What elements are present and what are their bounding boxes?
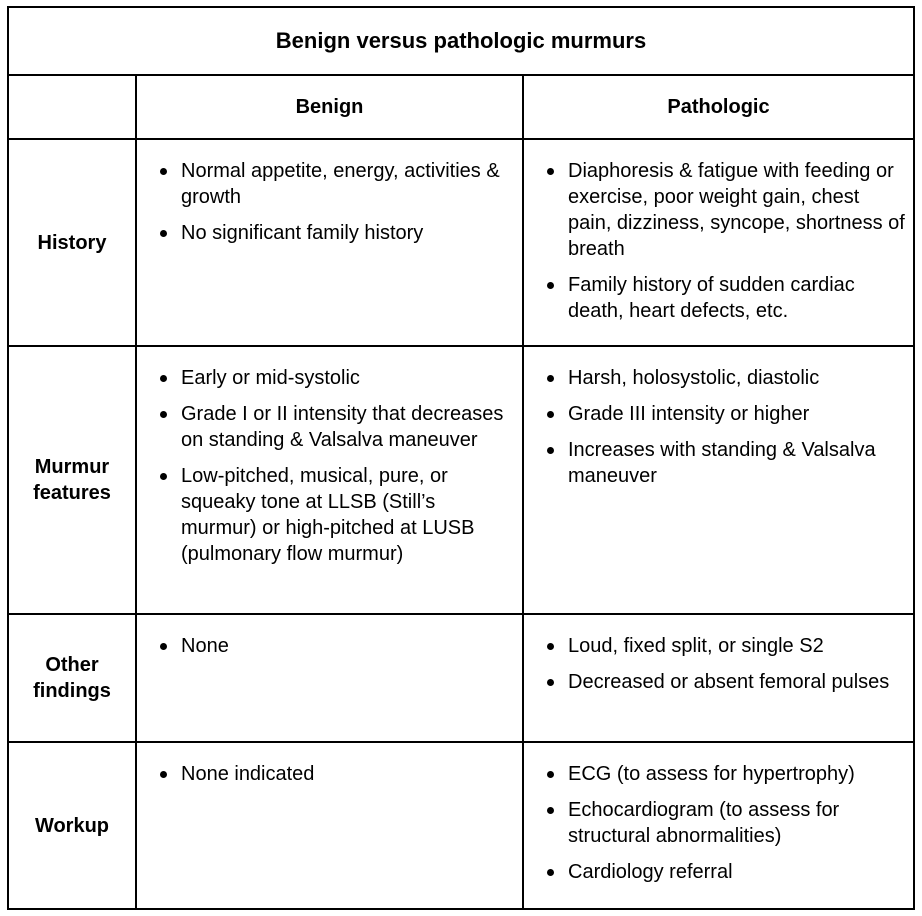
table-title: Benign versus pathologic murmurs xyxy=(9,8,913,75)
header-benign: Benign xyxy=(136,75,523,139)
list-item: Family history of sudden cardiac death, heart defects, etc. xyxy=(544,272,905,324)
list-item: Loud, fixed split, or single S2 xyxy=(544,633,905,659)
workup-benign-cell xyxy=(136,742,523,908)
table-row-murmur-features xyxy=(9,346,913,614)
table-header-row xyxy=(9,75,913,139)
history-benign-cell xyxy=(136,139,523,346)
table-row-other-findings xyxy=(9,614,913,742)
workup-pathologic-cell xyxy=(523,742,913,908)
murmur-comparison-table xyxy=(9,8,913,908)
history-pathologic-cell xyxy=(523,139,913,346)
table-title-row xyxy=(9,8,913,75)
other-pathologic-cell xyxy=(523,614,913,742)
murmur-benign-cell xyxy=(136,346,523,614)
list-item: Echocardiogram (to assess for structural abnormalities) xyxy=(544,797,905,849)
list-item: Normal appetite, energy, activities & growth xyxy=(157,158,514,210)
list-item: Decreased or absent femoral pulses xyxy=(544,669,905,695)
list-item: Cardiology referral xyxy=(544,859,905,885)
murmur-benign-list xyxy=(137,347,522,567)
list-item: None indicated xyxy=(157,761,514,787)
header-blank-cell xyxy=(9,75,136,139)
table-row-history xyxy=(9,139,913,346)
list-item: Diaphoresis & fatigue with feeding or exercise, poor weight gain, chest pain, dizziness, syncope, shortness of breath xyxy=(544,158,905,262)
murmur-pathologic-list xyxy=(524,347,913,489)
workup-pathologic-list xyxy=(524,743,913,885)
other-pathologic-list xyxy=(524,615,913,695)
list-item: Grade I or II intensity that decreases on standing & Valsalva maneuver xyxy=(157,401,514,453)
list-item: Low-pitched, musical, pure, or squeaky tone at LLSB (Still’s murmur) or high-pitched at LUSB (pulmonary flow murmur) xyxy=(157,463,514,567)
murmur-comparison-table-frame xyxy=(7,6,915,910)
other-benign-cell xyxy=(136,614,523,742)
list-item: Grade III intensity or higher xyxy=(544,401,905,427)
list-item: Increases with standing & Valsalva maneuver xyxy=(544,437,905,489)
list-item: No significant family history xyxy=(157,220,514,246)
workup-benign-list xyxy=(137,743,522,787)
list-item: Early or mid-systolic xyxy=(157,365,514,391)
row-label-workup: Workup xyxy=(9,742,136,908)
row-label-other-findings: Other findings xyxy=(9,614,136,742)
murmur-pathologic-cell xyxy=(523,346,913,614)
history-benign-list xyxy=(137,140,522,246)
row-label-murmur-features: Murmur features xyxy=(9,346,136,614)
row-label-history: History xyxy=(9,139,136,346)
header-pathologic: Pathologic xyxy=(523,75,913,139)
table-row-workup xyxy=(9,742,913,908)
list-item: Harsh, holosystolic, diastolic xyxy=(544,365,905,391)
list-item: ECG (to assess for hypertrophy) xyxy=(544,761,905,787)
other-benign-list xyxy=(137,615,522,659)
list-item: None xyxy=(157,633,514,659)
history-pathologic-list xyxy=(524,140,913,324)
